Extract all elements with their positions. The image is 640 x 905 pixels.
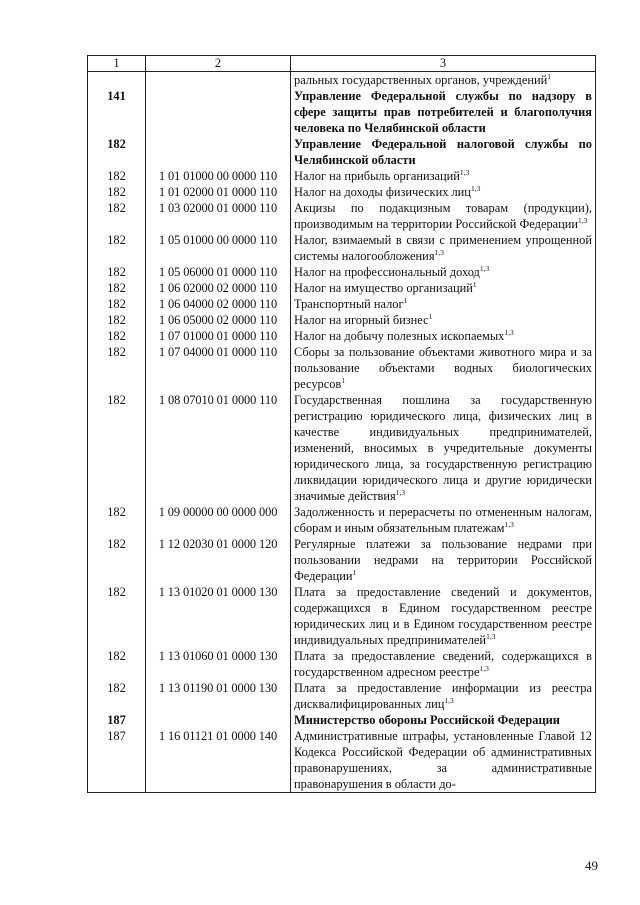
description-text: Сборы за пользование объектами животного мира и за пользование объектами водных биологических ресурсов [294,345,592,391]
table-row [88,344,596,392]
admin-code: 182 [88,536,146,584]
header-row [88,56,596,72]
description-text: Налог на прибыль организаций [294,169,460,183]
admin-code: 182 [88,280,146,296]
description-text: Плата за предоставление сведений и документов, содержащихся в Едином государственном реестре юридических лиц и в Едином государственном реестре индивидуальных предпринимателей [294,585,592,647]
revenue-description [291,712,596,728]
description-text: Налог на профессиональный доход [294,265,480,279]
table-row [88,184,596,200]
description-text: Налог на доходы физических лиц [294,185,471,199]
admin-code: 141 [88,88,146,136]
revenue-description [291,344,596,392]
footnote-marker: 1,3 [504,520,514,529]
budget-classification-code [146,136,291,168]
footnote-marker: 1,3 [434,248,444,257]
budget-classification-code: 1 07 01000 01 0000 110 [146,328,291,344]
header-col-1: 1 [88,56,146,72]
budget-classification-code: 1 06 04000 02 0000 110 [146,296,291,312]
footnote-marker: 1,3 [395,488,406,497]
page-number: 49 [585,858,598,873]
revenue-description [291,264,596,280]
description-text: Задолженность и перерасчеты по отмененным налогам, сборам и иным обязательным платежам [294,505,592,535]
description-text: Административные штрафы, установленные Главой 12 Кодекса Российской Федерации об административных правонарушениях, за административные правонарушения в области до- [294,729,592,791]
footnote-marker: 1,3 [504,328,514,337]
admin-code: 182 [88,264,146,280]
budget-classification-code: 1 03 02000 01 0000 110 [146,200,291,232]
table-row [88,680,596,712]
revenue-description [291,200,596,232]
budget-classification-code: 1 12 02030 01 0000 120 [146,536,291,584]
description-text: Налог, взимаемый в связи с применением упрощенной системы налогообложения [294,233,592,263]
budget-classification-code [146,72,291,89]
header-col-2: 2 [146,56,291,72]
description-text: Транспортный налог [294,297,404,311]
table-row [88,312,596,328]
footnote-marker: 1,3 [486,632,496,641]
footnote-marker: 1,3 [578,216,588,225]
budget-classification-code: 1 13 01060 01 0000 130 [146,648,291,680]
budget-classification-code: 1 09 00000 00 0000 000 [146,504,291,536]
admin-code: 182 [88,168,146,184]
footnote-marker: 1,3 [444,696,454,705]
table-row [88,72,596,89]
revenue-description [291,136,596,168]
revenue-description [291,584,596,648]
table-row [88,728,596,793]
budget-classification-code: 1 16 01121 01 0000 140 [146,728,291,793]
budget-classification-code: 1 13 01020 01 0000 130 [146,584,291,648]
budget-classification-code: 1 01 01000 00 0000 110 [146,168,291,184]
description-text: Налог на имущество организаций [294,281,473,295]
admin-code: 182 [88,392,146,504]
revenue-description [291,296,596,312]
footnote-marker: 1,3 [470,184,481,193]
description-text: Государственная пошлина за государственную регистрацию юридического лица, физических лиц в качестве индивидуальных предпринимателей, изменений, вносимых в учредительные документы юридического лица, за государственную регистрацию ликвидации юридического лица и другие юридически значимые действия [294,393,592,503]
description-text: Налог на игорный бизнес [294,313,429,327]
description-text: Регулярные платежи за пользование недрами при пользовании недрами на территории Российской Федерации [294,537,592,583]
description-text: Управление Федеральной налоговой службы по Челябинской области [294,137,592,167]
footnote-marker: 1 [341,376,346,385]
admin-code: 182 [88,680,146,712]
description-text: Плата за предоставление сведений, содержащихся в государственном адресном реестре [294,649,592,679]
revenue-description [291,168,596,184]
admin-code: 182 [88,312,146,328]
admin-code: 187 [88,712,146,728]
footnote-marker: 1,3 [479,664,489,673]
table-row [88,504,596,536]
revenue-codes-table [87,55,596,793]
budget-classification-code: 1 05 06000 01 0000 110 [146,264,291,280]
budget-classification-code: 1 13 01190 01 0000 130 [146,680,291,712]
admin-code: 182 [88,344,146,392]
admin-code: 182 [88,584,146,648]
table-row [88,328,596,344]
footnote-marker: 1 [428,312,433,321]
footnote-marker: 1 [547,72,551,81]
header-col-3: 3 [291,56,596,72]
table-row [88,296,596,312]
admin-code: 182 [88,232,146,264]
budget-classification-code [146,88,291,136]
table-row [88,280,596,296]
table-row [88,392,596,504]
table-row [88,536,596,584]
revenue-description [291,88,596,136]
table-row [88,200,596,232]
admin-code: 182 [88,328,146,344]
revenue-description [291,328,596,344]
budget-classification-code: 1 06 05000 02 0000 110 [146,312,291,328]
table-row [88,232,596,264]
revenue-description [291,648,596,680]
revenue-description [291,680,596,712]
admin-code [88,72,146,89]
admin-code: 182 [88,184,146,200]
admin-code: 182 [88,648,146,680]
description-text: Акцизы по подакцизным товарам (продукции), производимым на территории Российской Федерации [294,201,592,231]
admin-code: 182 [88,200,146,232]
revenue-description [291,312,596,328]
budget-classification-code [146,712,291,728]
admin-code: 182 [88,136,146,168]
revenue-description [291,232,596,264]
revenue-description [291,536,596,584]
revenue-description [291,504,596,536]
budget-classification-code: 1 01 02000 01 0000 110 [146,184,291,200]
admin-code: 182 [88,296,146,312]
table-row [88,168,596,184]
description-text: Министерство обороны Российской Федерации [294,713,560,727]
budget-classification-code: 1 06 02000 02 0000 110 [146,280,291,296]
revenue-description [291,280,596,296]
revenue-description [291,184,596,200]
table-row [88,584,596,648]
table-row [88,264,596,280]
footnote-marker: 1,3 [479,264,490,273]
description-text: Налог на добычу полезных ископаемых [294,329,505,343]
footnote-marker: 1 [352,568,357,577]
budget-classification-code: 1 08 07010 01 0000 110 [146,392,291,504]
table-row [88,136,596,168]
footnote-marker: 1 [403,296,408,305]
table-row [88,88,596,136]
revenue-description [291,392,596,504]
footnote-marker: 1,3 [459,168,470,177]
admin-code: 182 [88,504,146,536]
footnote-marker: 1 [472,280,477,289]
description-text: ральных государственных органов, учреждений [294,73,548,87]
table-row [88,712,596,728]
budget-classification-code: 1 05 01000 00 0000 110 [146,232,291,264]
description-text: Управление Федеральной службы по надзору в сфере защиты прав потребителей и благополучия человека по Челябинской области [294,89,592,135]
description-text: Плата за предоставление информации из реестра дисквалифицированных лиц [294,681,592,711]
admin-code: 187 [88,728,146,793]
revenue-description [291,728,596,793]
budget-classification-code: 1 07 04000 01 0000 110 [146,344,291,392]
table-row [88,648,596,680]
revenue-description [291,72,596,89]
